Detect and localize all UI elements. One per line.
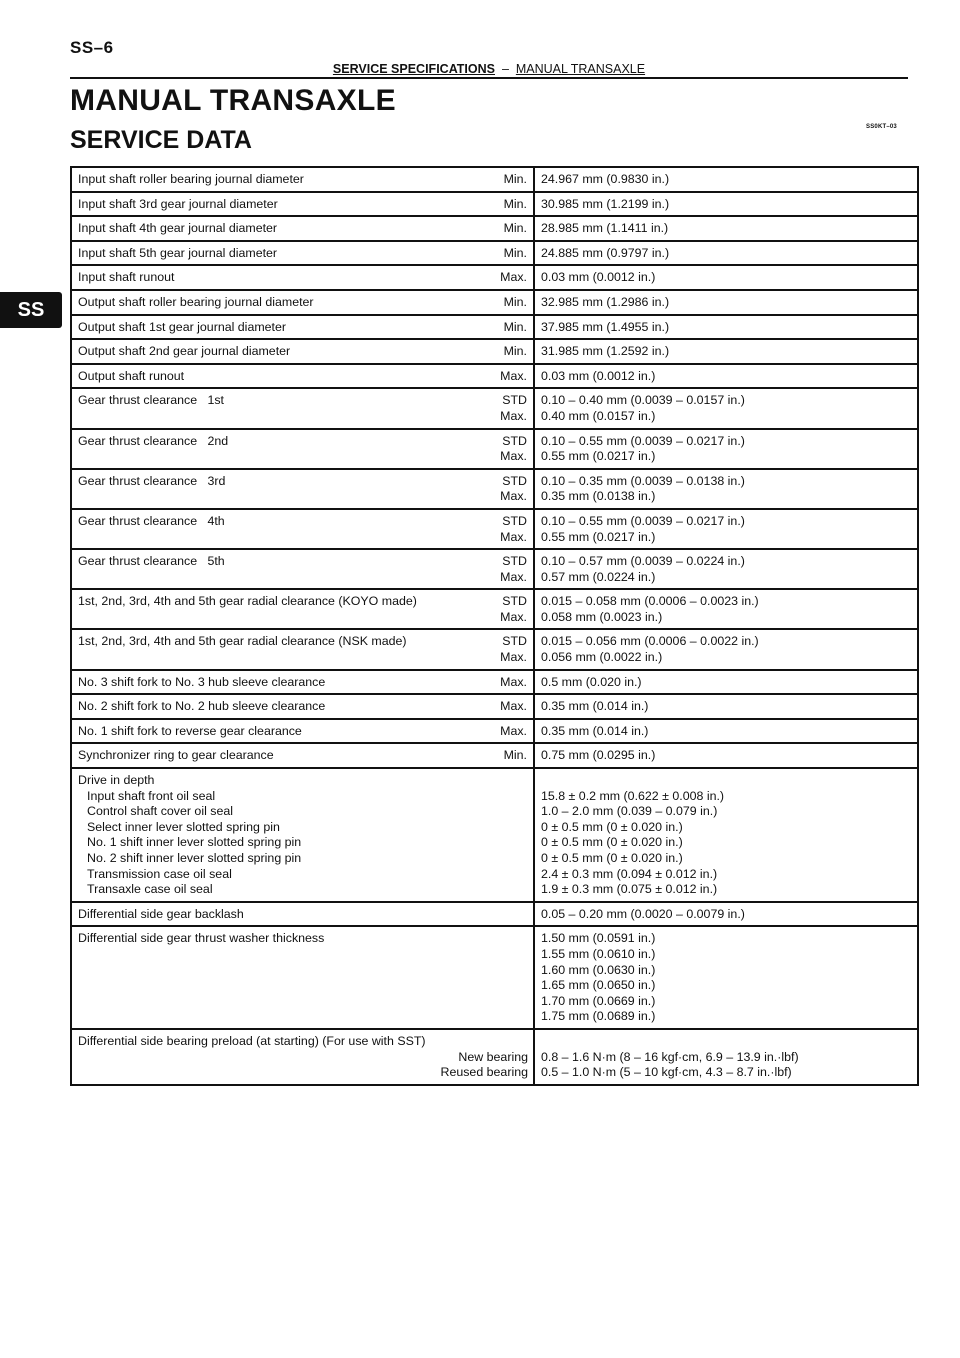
value-cell: 0.05 – 0.20 mm (0.0020 – 0.0079 in.) <box>534 902 918 927</box>
condition-cell: Min. <box>461 743 534 768</box>
value-cell <box>534 469 918 509</box>
condition-std: STD <box>502 594 527 609</box>
value-cell <box>534 629 918 669</box>
drive-in-value: 2.4 ± 0.3 mm (0.094 ± 0.012 in.) <box>541 866 718 881</box>
condition-max: Max. <box>500 609 527 624</box>
condition-max: Max. <box>500 650 527 665</box>
table-row <box>71 388 918 428</box>
value-cell <box>534 589 918 629</box>
table-row <box>71 902 918 927</box>
condition-std: STD <box>502 554 527 569</box>
value-cell <box>534 768 918 902</box>
value-cell <box>534 1029 918 1085</box>
blank-line <box>541 1034 911 1050</box>
table-row <box>71 589 918 629</box>
condition-cell: Min. <box>461 315 534 340</box>
item-cell: Gear thrust clearance 2nd <box>71 429 461 469</box>
condition-cell <box>461 926 534 1029</box>
table-row <box>71 549 918 589</box>
table-row <box>71 290 918 315</box>
table-row <box>71 339 918 364</box>
condition-max: Max. <box>500 529 527 544</box>
value-std: 0.10 – 0.35 mm (0.0039 – 0.0138 in.) <box>541 473 745 488</box>
table-row <box>71 315 918 340</box>
value-cell: 0.35 mm (0.014 in.) <box>534 694 918 719</box>
drive-in-item: No. 1 shift inner lever slotted spring pin <box>87 835 302 850</box>
table-row <box>71 167 918 192</box>
washer-value: 1.75 mm (0.0689 in.) <box>541 1009 656 1024</box>
blank-line <box>541 773 911 789</box>
value-cell: 30.985 mm (1.2199 in.) <box>534 192 918 217</box>
condition-cell: Min. <box>461 167 534 192</box>
value-cell: 0.03 mm (0.0012 in.) <box>534 364 918 389</box>
item-cell: Input shaft roller bearing journal diameter <box>71 167 461 192</box>
condition-cell: Max. <box>461 364 534 389</box>
item-cell: Differential side gear thrust washer thickness <box>71 926 461 1029</box>
page-title: MANUAL TRANSAXLE <box>70 84 396 117</box>
washer-value: 1.60 mm (0.0630 in.) <box>541 962 656 977</box>
condition-cell: Min. <box>461 216 534 241</box>
value-cell: 0.5 mm (0.020 in.) <box>534 670 918 695</box>
condition-cell <box>461 902 534 927</box>
value-cell: 24.885 mm (0.9797 in.) <box>534 241 918 266</box>
service-data-body <box>71 167 918 1085</box>
value-max: 0.056 mm (0.0022 in.) <box>541 650 663 665</box>
item-cell: Output shaft 2nd gear journal diameter <box>71 339 461 364</box>
value-cell: 0.03 mm (0.0012 in.) <box>534 265 918 290</box>
value-cell <box>534 549 918 589</box>
drive-in-heading: Drive in depth <box>78 773 155 788</box>
preload-value: 0.5 – 1.0 N·m (5 – 10 kgf·cm, 4.3 – 8.7 in.·lbf) <box>541 1065 792 1080</box>
condition-cell: Max. <box>461 265 534 290</box>
condition-std: STD <box>502 433 527 448</box>
condition-cell <box>461 768 534 902</box>
table-row <box>71 265 918 290</box>
table-row-washer <box>71 926 918 1029</box>
condition-cell: Min. <box>461 339 534 364</box>
table-row <box>71 192 918 217</box>
drive-in-value: 0 ± 0.5 mm (0 ± 0.020 in.) <box>541 835 683 850</box>
table-row <box>71 216 918 241</box>
condition-std: STD <box>502 513 527 528</box>
condition-cell: Max. <box>461 694 534 719</box>
condition-cell <box>461 549 534 589</box>
drive-in-item: No. 2 shift inner lever slotted spring pin <box>87 851 302 865</box>
item-cell: No. 3 shift fork to No. 3 hub sleeve clearance <box>71 670 461 695</box>
item-cell: Synchronizer ring to gear clearance <box>71 743 461 768</box>
washer-value: 1.55 mm (0.0610 in.) <box>541 946 656 961</box>
value-std: 0.015 – 0.056 mm (0.0006 – 0.0022 in.) <box>541 634 759 649</box>
value-max: 0.55 mm (0.0217 in.) <box>541 449 656 464</box>
value-cell <box>534 388 918 428</box>
running-header <box>70 62 908 79</box>
condition-cell <box>461 629 534 669</box>
washer-value: 1.70 mm (0.0669 in.) <box>541 993 656 1008</box>
item-cell: Output shaft 1st gear journal diameter <box>71 315 461 340</box>
table-row <box>71 364 918 389</box>
condition-cell: Max. <box>461 670 534 695</box>
item-cell: Output shaft roller bearing journal diameter <box>71 290 461 315</box>
washer-value: 1.65 mm (0.0650 in.) <box>541 978 656 993</box>
drive-in-item: Input shaft front oil seal <box>87 788 216 803</box>
value-max: 0.57 mm (0.0224 in.) <box>541 569 656 584</box>
table-row <box>71 629 918 669</box>
item-cell: Gear thrust clearance 5th <box>71 549 461 589</box>
condition-max: Max. <box>500 569 527 584</box>
preload-case-label: Reused bearing <box>440 1065 528 1080</box>
value-cell <box>534 429 918 469</box>
table-row <box>71 670 918 695</box>
page-number: SS–6 <box>70 38 114 57</box>
preload-heading: Differential side bearing preload (at starting) (For use with SST) <box>78 1033 426 1048</box>
condition-cell <box>461 509 534 549</box>
item-cell <box>71 1029 534 1085</box>
value-max: 0.55 mm (0.0217 in.) <box>541 529 656 544</box>
condition-cell <box>461 469 534 509</box>
preload-case-label: New bearing <box>458 1049 528 1064</box>
condition-std: STD <box>502 634 527 649</box>
value-max: 0.40 mm (0.0157 in.) <box>541 408 656 423</box>
value-cell: 31.985 mm (1.2592 in.) <box>534 339 918 364</box>
condition-cell: Min. <box>461 192 534 217</box>
value-cell: 0.75 mm (0.0295 in.) <box>534 743 918 768</box>
drive-in-item: Select inner lever slotted spring pin <box>87 819 280 834</box>
item-cell: Gear thrust clearance 4th <box>71 509 461 549</box>
item-cell: Differential side gear backlash <box>71 902 461 927</box>
drive-in-item: Transmission case oil seal <box>87 866 232 881</box>
table-row <box>71 509 918 549</box>
item-cell: Output shaft runout <box>71 364 461 389</box>
value-cell <box>534 509 918 549</box>
header-section: SERVICE SPECIFICATIONS <box>332 62 495 76</box>
washer-value: 1.50 mm (0.0591 in.) <box>541 931 656 946</box>
value-cell <box>534 926 918 1029</box>
section-subtitle: SERVICE DATA <box>70 126 252 154</box>
condition-cell: Max. <box>461 719 534 744</box>
condition-cell <box>461 589 534 629</box>
drive-in-value: 15.8 ± 0.2 mm (0.622 ± 0.008 in.) <box>541 788 725 803</box>
item-cell: Gear thrust clearance 1st <box>71 388 461 428</box>
service-data-table <box>70 166 919 1086</box>
table-row <box>71 469 918 509</box>
drive-in-item: Transaxle case oil seal <box>87 882 213 897</box>
condition-std: STD <box>502 393 527 408</box>
table-row-drive-in <box>71 768 918 902</box>
item-cell: 1st, 2nd, 3rd, 4th and 5th gear radial clearance (NSK made) <box>71 629 461 669</box>
item-cell: 1st, 2nd, 3rd, 4th and 5th gear radial clearance (KOYO made) <box>71 589 461 629</box>
item-cell: Input shaft 3rd gear journal diameter <box>71 192 461 217</box>
table-row <box>71 694 918 719</box>
condition-std: STD <box>502 473 527 488</box>
header-subsection: MANUAL TRANSAXLE <box>515 62 646 76</box>
preload-value: 0.8 – 1.6 N·m (8 – 16 kgf·cm, 6.9 – 13.9 in.·lbf) <box>541 1049 799 1064</box>
value-cell: 28.985 mm (1.1411 in.) <box>534 216 918 241</box>
table-row <box>71 719 918 744</box>
condition-cell: Min. <box>461 241 534 266</box>
value-max: 0.058 mm (0.0023 in.) <box>541 609 663 624</box>
drive-in-value: 0 ± 0.5 mm (0 ± 0.020 in.) <box>541 851 683 865</box>
condition-max: Max. <box>500 449 527 464</box>
table-row-preload <box>71 1029 918 1085</box>
item-cell: No. 2 shift fork to No. 2 hub sleeve clearance <box>71 694 461 719</box>
value-cell: 0.35 mm (0.014 in.) <box>534 719 918 744</box>
section-tab: SS <box>0 292 62 328</box>
condition-max: Max. <box>500 408 527 423</box>
value-cell: 24.967 mm (0.9830 in.) <box>534 167 918 192</box>
table-row <box>71 429 918 469</box>
condition-cell <box>461 388 534 428</box>
value-std: 0.10 – 0.57 mm (0.0039 – 0.0224 in.) <box>541 554 745 569</box>
value-std: 0.015 – 0.058 mm (0.0006 – 0.0023 in.) <box>541 594 759 609</box>
value-std: 0.10 – 0.55 mm (0.0039 – 0.0217 in.) <box>541 513 745 528</box>
table-row <box>71 241 918 266</box>
item-cell: Input shaft runout <box>71 265 461 290</box>
value-max: 0.35 mm (0.0138 in.) <box>541 489 656 504</box>
drive-in-item: Control shaft cover oil seal <box>87 804 234 819</box>
value-cell: 37.985 mm (1.4955 in.) <box>534 315 918 340</box>
drive-in-value: 1.0 – 2.0 mm (0.039 – 0.079 in.) <box>541 804 718 819</box>
condition-cell <box>461 429 534 469</box>
condition-max: Max. <box>500 489 527 504</box>
value-std: 0.10 – 0.55 mm (0.0039 – 0.0217 in.) <box>541 433 745 448</box>
value-cell: 32.985 mm (1.2986 in.) <box>534 290 918 315</box>
item-cell <box>71 768 461 902</box>
reference-code: SS0KT–03 <box>866 124 897 130</box>
condition-cell: Min. <box>461 290 534 315</box>
item-cell: Gear thrust clearance 3rd <box>71 469 461 509</box>
drive-in-value: 1.9 ± 0.3 mm (0.075 ± 0.012 in.) <box>541 882 718 897</box>
drive-in-value: 0 ± 0.5 mm (0 ± 0.020 in.) <box>541 819 683 834</box>
item-cell: Input shaft 4th gear journal diameter <box>71 216 461 241</box>
header-separator: – <box>501 62 509 76</box>
item-cell: Input shaft 5th gear journal diameter <box>71 241 461 266</box>
item-cell: No. 1 shift fork to reverse gear clearance <box>71 719 461 744</box>
table-row <box>71 743 918 768</box>
value-std: 0.10 – 0.40 mm (0.0039 – 0.0157 in.) <box>541 393 745 408</box>
